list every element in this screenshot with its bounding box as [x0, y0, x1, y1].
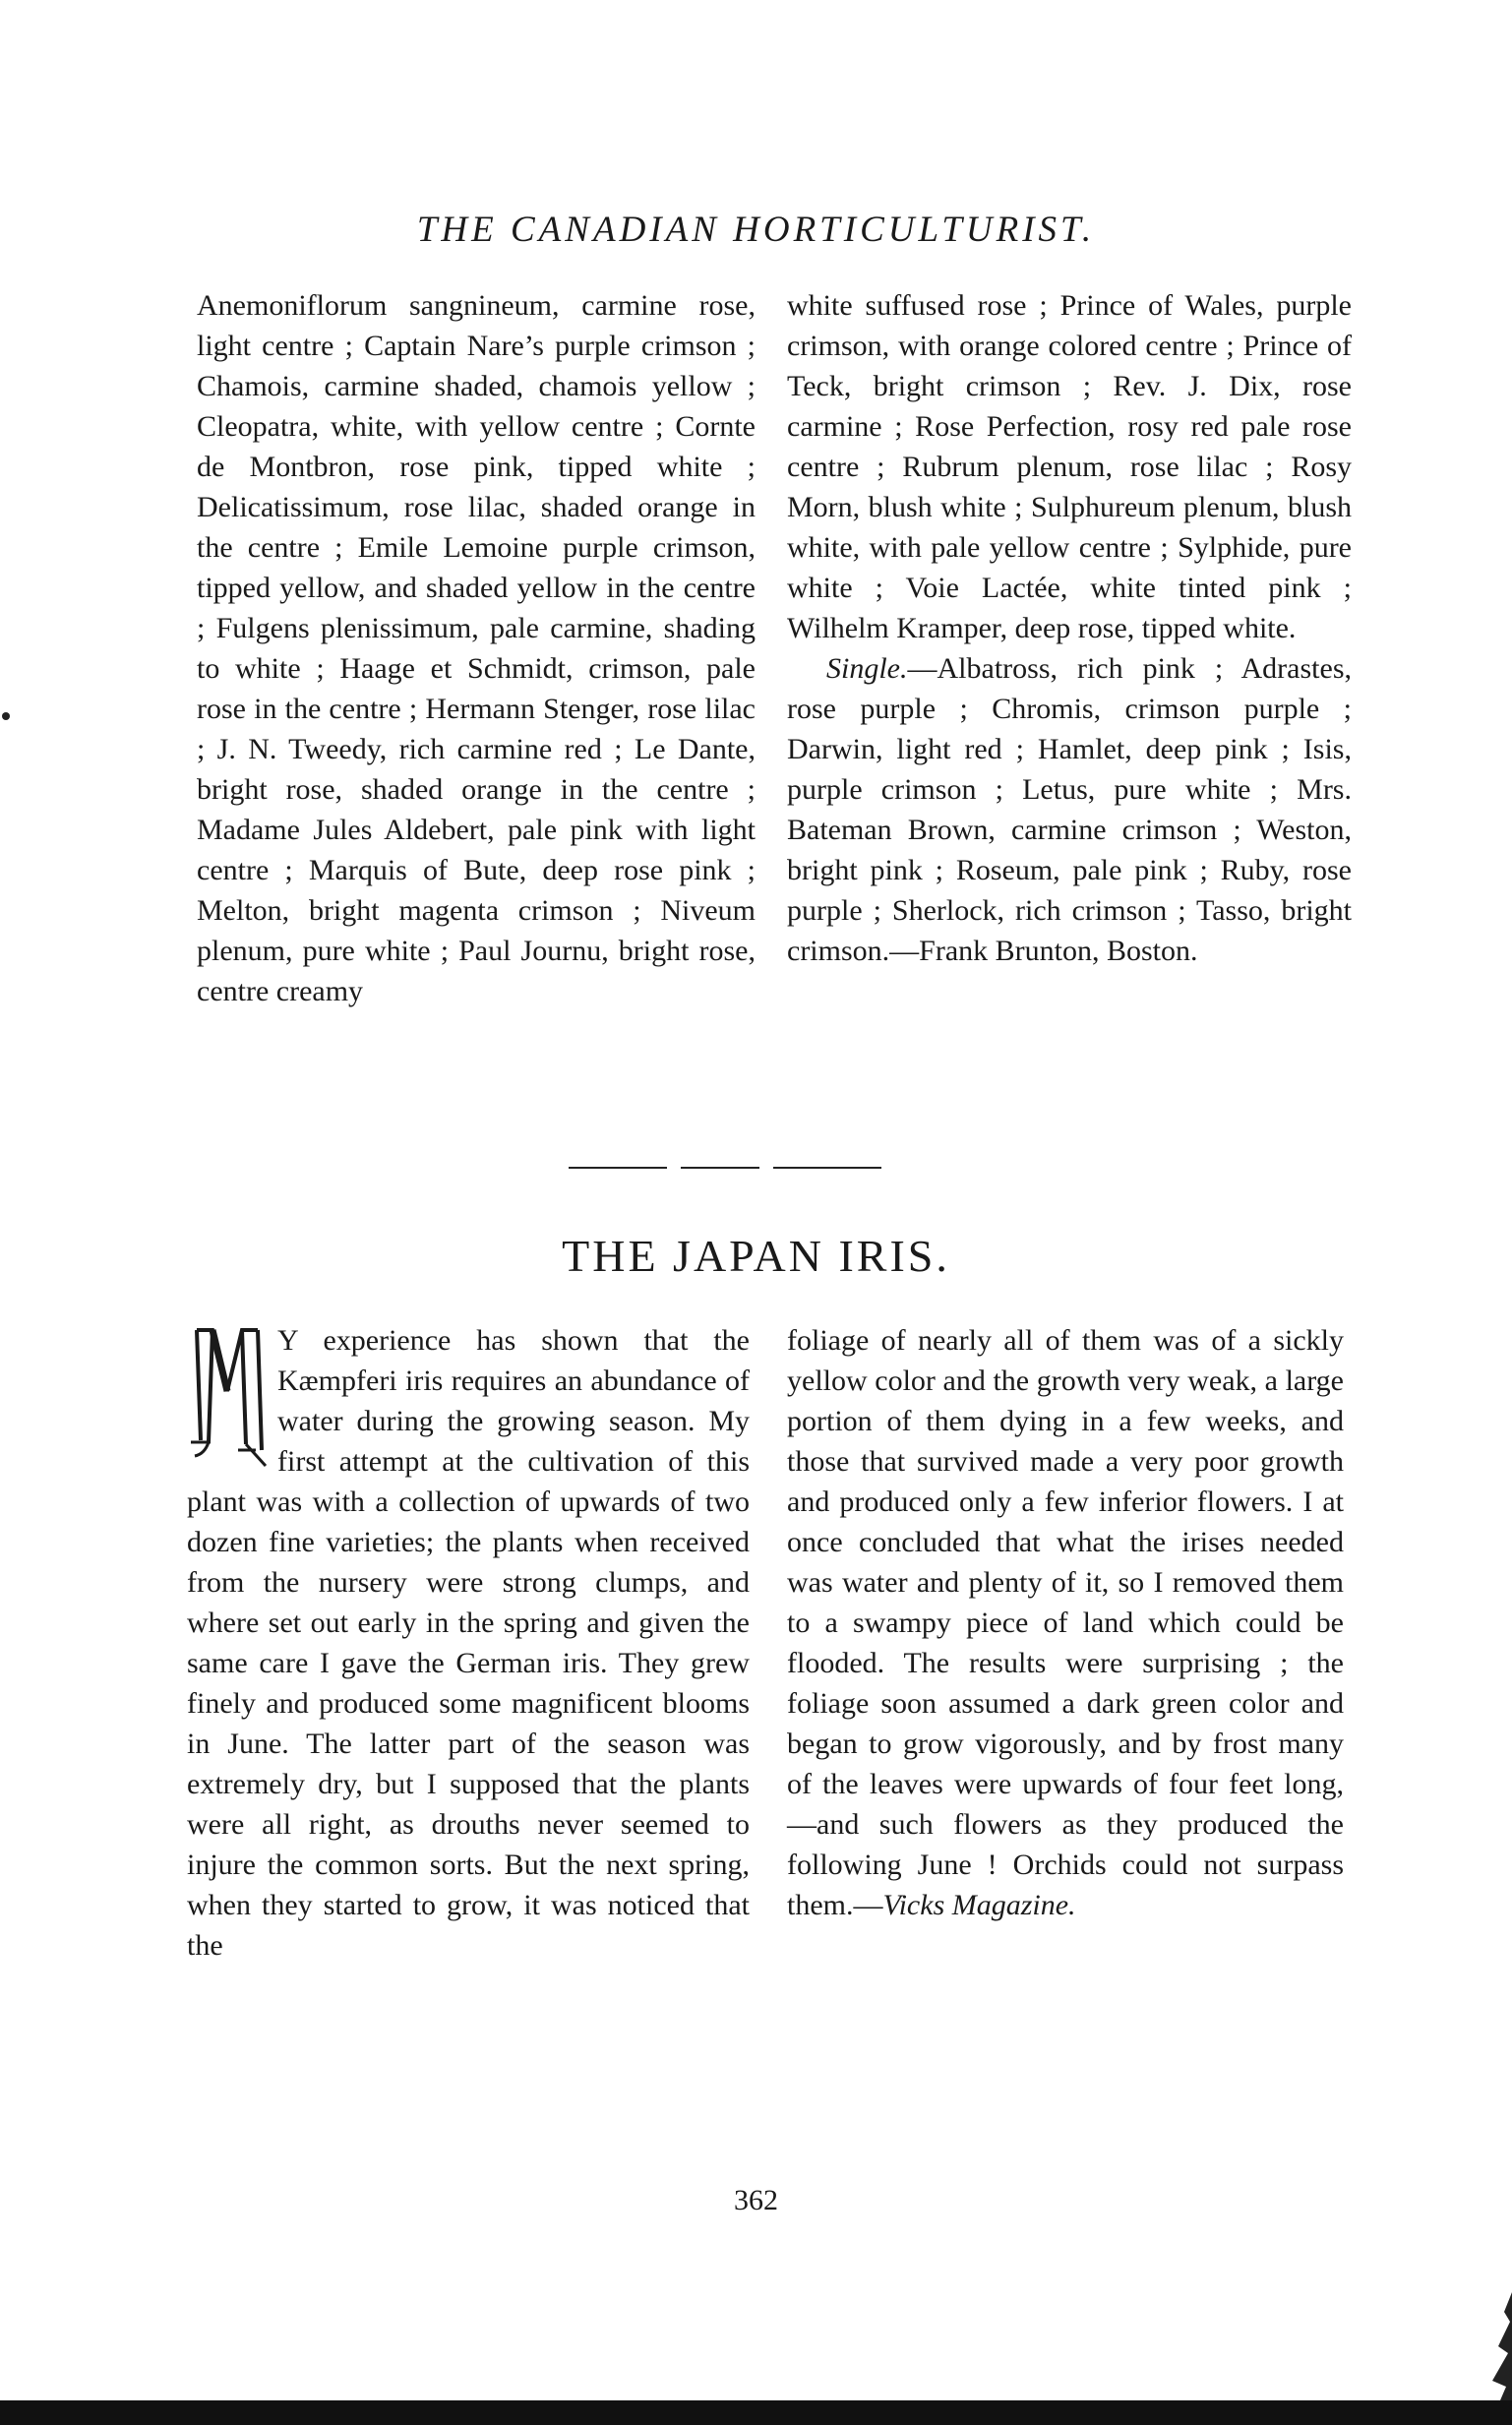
article-continuation-paragraph — [787, 1320, 1344, 1925]
article-text-right: foliage of nearly all of them was of a sickly yellow color and the growth very weak, a large portion of them dying in a few weeks, and those that survived made a very poor growth and produced only a few inferior flowers. I at once concluded that what the irises needed was water and plenty of it, so I removed them to a swampy piece of land which could be flooded. The results were surprising ; the foliage soon assumed a dark green color and began to grow vigorously, and by frost many of the leaves were upwards of four feet long,—and such flowers as they produced the following June ! Orchids could not surpass them.— — [787, 1324, 1344, 1921]
article-title: THE JAPAN IRIS. — [562, 1231, 950, 1281]
section-divider-middle — [681, 1167, 759, 1169]
article-text-left: Y experience has shown that the Kæmpferi iris requires an abundance of water during the growing season. My first attempt at the cultivation of this plant was with a collection of upwards of two dozen fine varieties; the plants when received from the nursery were strong clumps, and where set out early in the spring and given the same care I gave the German iris. They grew finely and produced some magnificent blooms in June. The latter part of the season was extremely dry, but I supposed that the plants were all right, as drouths never seemed to injure the common sorts. But the next spring, when they started to grow, it was noticed that the — [187, 1324, 750, 1962]
running-header: THE CANADIAN HORTICULTURIST. — [416, 210, 1096, 250]
page-edge-wear-icon — [1482, 2292, 1512, 2400]
varieties-list-continued: Anemoniflorum sangnineum, carmine rose, light centre ; Captain Nare’s purple crimson ; Chamois, carmine shaded, chamois yellow ; Cleopatra, white, with yellow centre ; Cornte de Montbron, rose pink, tipped white ; Delicatissimum, rose lilac, shaded orange in the centre ; Emile Lemoine purple crimson, tipped yellow, and shaded yellow in the centre ; Fulgens plenissimum, pale carmine, shading to white ; Haage et Schmidt, crimson, pale rose in the centre ; Hermann Stenger, rose lilac ; J. N. Tweedy, rich carmine red ; Le Dante, bright rose, shaded orange in the centre ; Madame Jules Aldebert, pale pink with light centre ; Marquis of Bute, deep rose pink ; Melton, bright magenta crimson ; Niveum plenum, pure white ; Paul Journu, bright rose, centre creamy — [197, 289, 756, 1007]
single-varieties-text: —Albatross, rich pink ; Adrastes, rose purple ; Chromis, crimson purple ; Darwin, light red ; Hamlet, deep pink ; Isis, purple crimson ; Letus, pure white ; Mrs. Bateman Brown, carmine crimson ; Weston, bright pink ; Roseum, pale pink ; Ruby, rose purple ; Sherlock, rich crimson ; Tasso, bright crimson.—Frank Brunton, Boston. — [787, 652, 1352, 967]
varieties-list-end: white suffused rose ; Prince of Wales, purple crimson, with orange colored centre ; Prince of Teck, bright crimson ; Rev. J. Dix, rose carmine ; Rose Perfection, rosy red pale rose centre ; Rubrum plenum, rose lilac ; Rosy Morn, blush white ; Sulphureum plenum, blush white, with pale yellow centre ; Sylphide, pure white ; Voie Lactée, white tinted pink ; Wilhelm Kramper, deep rose, tipped white. — [787, 289, 1352, 644]
single-label: Single. — [826, 652, 908, 685]
single-varieties-paragraph — [787, 648, 1352, 971]
varieties-right-column — [787, 285, 1352, 971]
article-first-paragraph — [187, 1320, 750, 1966]
varieties-left-column — [197, 285, 756, 1011]
drop-cap-m-icon — [187, 1322, 268, 1470]
margin-speck — [2, 712, 10, 720]
page-number: 362 — [734, 2184, 778, 2216]
section-divider-right — [773, 1167, 881, 1169]
section-divider-left — [569, 1167, 667, 1169]
scan-bottom-edge — [0, 2400, 1512, 2425]
article-source: Vicks Magazine. — [882, 1889, 1076, 1921]
article-left-column — [187, 1320, 750, 1966]
article-right-column — [787, 1320, 1344, 1925]
